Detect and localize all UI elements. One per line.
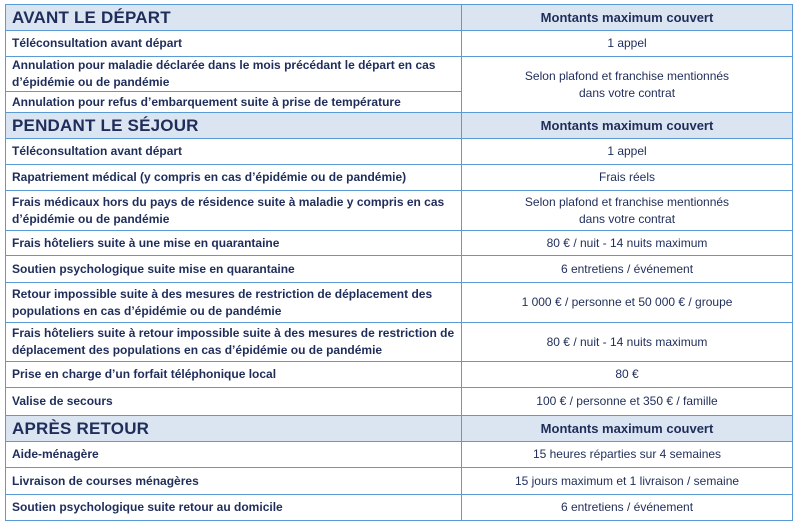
row-value: 15 heures réparties sur 4 semaines [462, 442, 793, 468]
row-label: Retour impossible suite à des mesures de restriction de déplacement des populations en cas d’épidémie ou de pandémie [6, 283, 462, 323]
row-value: 1 appel [462, 139, 793, 165]
row-label: Aide-ménagère [6, 442, 462, 468]
table-row [6, 442, 793, 468]
row-value [462, 191, 793, 231]
row-value [462, 57, 793, 113]
row-label: Frais médicaux hors du pays de résidence suite à maladie y compris en cas d’épidémie ou de pandémie [6, 191, 462, 231]
row-label: Prise en charge d’un forfait téléphonique local [6, 362, 462, 388]
table-row [6, 191, 793, 231]
row-value: Frais réels [462, 165, 793, 191]
row-value: 6 entretiens / événement [462, 495, 793, 521]
row-value: 6 entretiens / événement [462, 256, 793, 283]
row-label: Rapatriement médical (y compris en cas d’épidémie ou de pandémie) [6, 165, 462, 191]
row-label: Téléconsultation avant départ [6, 31, 462, 57]
table-row [6, 139, 793, 165]
row-value: 80 € / nuit - 14 nuits maximum [462, 231, 793, 256]
row-value: 1 appel [462, 31, 793, 57]
section-title: PENDANT LE SÉJOUR [6, 113, 462, 139]
section-title: AVANT LE DÉPART [6, 5, 462, 31]
table-row [6, 256, 793, 283]
column-header: Montants maximum couvert [462, 416, 793, 442]
row-label: Annulation pour refus d’embarquement suite à prise de température [6, 92, 462, 113]
row-label: Téléconsultation avant départ [6, 139, 462, 165]
row-value: 80 € / nuit - 14 nuits maximum [462, 323, 793, 362]
section-header-pendant [6, 113, 793, 139]
row-value: 1 000 € / personne et 50 000 € / groupe [462, 283, 793, 323]
coverage-table-wrapper [5, 4, 792, 521]
row-value-line: dans votre contrat [578, 85, 676, 100]
table-row [6, 468, 793, 495]
section-header-apres [6, 416, 793, 442]
row-value: 15 jours maximum et 1 livraison / semaine [462, 468, 793, 495]
table-row [6, 283, 793, 323]
row-label: Soutien psychologique suite mise en quarantaine [6, 256, 462, 283]
row-label: Valise de secours [6, 388, 462, 416]
column-header: Montants maximum couvert [462, 5, 793, 31]
table-row [6, 31, 793, 57]
row-value: 100 € / personne et 350 € / famille [462, 388, 793, 416]
row-value: 80 € [462, 362, 793, 388]
row-value-line: Selon plafond et franchise mentionnés [524, 194, 730, 209]
row-label: Livraison de courses ménagères [6, 468, 462, 495]
table-row [6, 388, 793, 416]
section-header-avant [6, 5, 793, 31]
coverage-table [5, 4, 793, 521]
table-row [6, 165, 793, 191]
row-label: Frais hôteliers suite à une mise en quarantaine [6, 231, 462, 256]
row-label: Annulation pour maladie déclarée dans le mois précédant le départ en cas d’épidémie ou de pandémie [6, 57, 462, 92]
section-title: APRÈS RETOUR [6, 416, 462, 442]
table-row [6, 231, 793, 256]
row-value-line: Selon plafond et franchise mentionnés [524, 68, 730, 83]
table-row [6, 323, 793, 362]
table-row [6, 57, 793, 92]
row-label: Soutien psychologique suite retour au domicile [6, 495, 462, 521]
row-label: Frais hôteliers suite à retour impossible suite à des mesures de restriction de déplacement des populations en cas d’épidémie ou de pandémie [6, 323, 462, 362]
column-header: Montants maximum couvert [462, 113, 793, 139]
table-row [6, 362, 793, 388]
row-value-line: dans votre contrat [578, 211, 676, 226]
table-row [6, 495, 793, 521]
